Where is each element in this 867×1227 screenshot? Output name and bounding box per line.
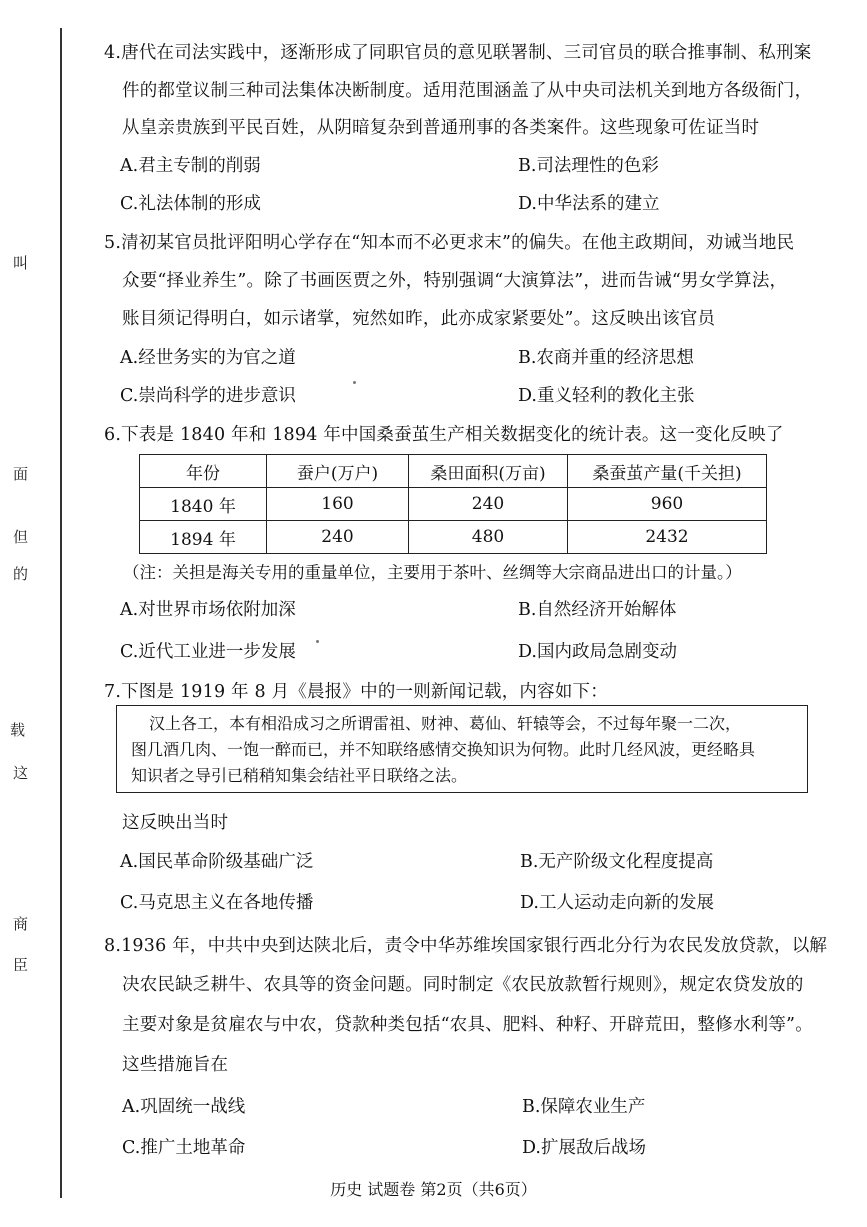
table-note: （注：关担是海关专用的重量单位，主要用于茶叶、丝绸等大宗商品进出口的计量。）	[123, 563, 742, 582]
table-cell: 1840 年	[140, 488, 267, 521]
option-d[interactable]: D.中华法系的建立	[518, 194, 660, 214]
margin-mark: 这	[13, 764, 29, 782]
option-c[interactable]: C.推广土地革命	[122, 1138, 246, 1158]
table-cell: 1894 年	[140, 521, 267, 554]
question-text-line: 7.下图是 1919 年 8 月《晨报》中的一则新闻记载，内容如下：	[104, 682, 608, 702]
table-cell: 960	[568, 488, 767, 521]
question-text-line: 件的都堂议制三种司法集体决断制度。适用范围涵盖了从中央司法机关到地方各级衙门，	[122, 81, 813, 101]
question-text-line: 众要“择业养生”。除了书画医贾之外，特别强调“大演算法”，进而告诫“男女学算法，	[122, 271, 788, 291]
scan-speck	[353, 381, 356, 384]
option-a[interactable]: A.对世界市场依附加深	[120, 600, 296, 620]
option-c[interactable]: C.崇尚科学的进步意识	[120, 386, 296, 406]
margin-mark: 商	[13, 915, 29, 933]
option-d[interactable]: D.国内政局急剧变动	[518, 642, 677, 662]
option-a[interactable]: A.君主专制的削弱	[120, 156, 261, 176]
table-cell: 240	[267, 521, 409, 554]
option-c[interactable]: C.近代工业进一步发展	[120, 642, 296, 662]
margin-mark: 但	[13, 528, 29, 546]
table-cell: 2432	[568, 521, 767, 554]
option-d[interactable]: D.工人运动走向新的发展	[520, 893, 714, 913]
table-row	[140, 488, 767, 521]
margin-mark: 的	[13, 565, 29, 583]
table-header-cell: 年份	[140, 455, 267, 488]
option-c[interactable]: C.礼法体制的形成	[120, 194, 261, 214]
table-header-cell: 桑蚕茧产量(千关担)	[568, 455, 767, 488]
news-excerpt-box	[116, 705, 808, 793]
option-a[interactable]: A.经世务实的为官之道	[120, 348, 296, 368]
question-prompt: 这反映出当时	[122, 813, 229, 833]
margin-mark: 叫	[13, 254, 29, 272]
table-cell: 480	[409, 521, 568, 554]
question-text-line: 这些措施旨在	[122, 1055, 229, 1075]
table-header-cell: 桑田面积(万亩)	[409, 455, 568, 488]
question-text-line: 6.下表是 1840 年和 1894 年中国桑蚕茧生产相关数据变化的统计表。这一变化反映了	[104, 425, 784, 445]
silk-production-table	[139, 454, 767, 554]
page-footer: 历史 试题卷 第2页（共6页）	[330, 1180, 537, 1199]
question-text-line: 决农民缺乏耕牛、农具等的资金问题。同时制定《农民放款暂行规则》，规定农贷发放的	[122, 975, 804, 995]
option-b[interactable]: B.无产阶级文化程度提高	[520, 852, 714, 872]
option-d[interactable]: D.重义轻利的教化主张	[518, 386, 695, 406]
table-cell: 160	[267, 488, 409, 521]
margin-mark: 面	[13, 465, 29, 483]
news-text-line: 汉上各工，本有相沿成习之所谓雷祖、财神、葛仙、轩辕等会，不过每年聚一二次，	[149, 714, 742, 733]
binding-margin-line	[60, 28, 62, 1198]
option-b[interactable]: B.保障农业生产	[522, 1097, 646, 1117]
table-header-row	[140, 455, 767, 488]
table-cell: 240	[409, 488, 568, 521]
question-text-line: 5.清初某官员批评阳明心学存在“知本而不必更求末”的偏失。在他主政期间，劝诫当地民	[104, 233, 795, 253]
option-a[interactable]: A.巩固统一战线	[122, 1097, 246, 1117]
news-text-line: 图几酒几肉、一饱一醉而已，并不知联络感情交换知识为何物。此时几经风波，更经略具	[131, 740, 756, 759]
option-a[interactable]: A.国民革命阶级基础广泛	[120, 852, 314, 872]
option-b[interactable]: B.司法理性的色彩	[518, 156, 659, 176]
question-text-line: 账目须记得明白，如示诸掌，宛然如昨，此亦成家紧要处”。这反映出该官员	[122, 309, 716, 329]
option-d[interactable]: D.扩展敌后战场	[522, 1138, 646, 1158]
question-text-line: 主要对象是贫雇农与中农，贷款种类包括“农具、肥料、种籽、开辟荒田，整修水利等”。	[122, 1015, 813, 1035]
margin-mark: 臣	[13, 956, 29, 974]
news-text-line: 知识者之导引已稍稍知集会结社平日联络之法。	[131, 766, 468, 785]
option-b[interactable]: B.自然经济开始解体	[518, 600, 677, 620]
table-row	[140, 521, 767, 554]
margin-mark: 载	[10, 721, 26, 739]
scan-speck	[316, 640, 319, 643]
question-text-line: 4.唐代在司法实践中，逐渐形成了同职官员的意见联署制、三司官员的联合推事制、私刑案	[104, 43, 812, 63]
question-text-line: 从皇亲贵族到平民百姓，从阴暗复杂到普通刑事的各类案件。这些现象可佐证当时	[122, 118, 760, 138]
option-b[interactable]: B.农商并重的经济思想	[518, 348, 694, 368]
option-c[interactable]: C.马克思主义在各地传播	[120, 893, 314, 913]
table-header-cell: 蚕户(万户)	[267, 455, 409, 488]
question-text-line: 8.1936 年，中共中央到达陕北后，责令中华苏维埃国家银行西北分行为农民发放贷款，以解	[104, 936, 828, 956]
